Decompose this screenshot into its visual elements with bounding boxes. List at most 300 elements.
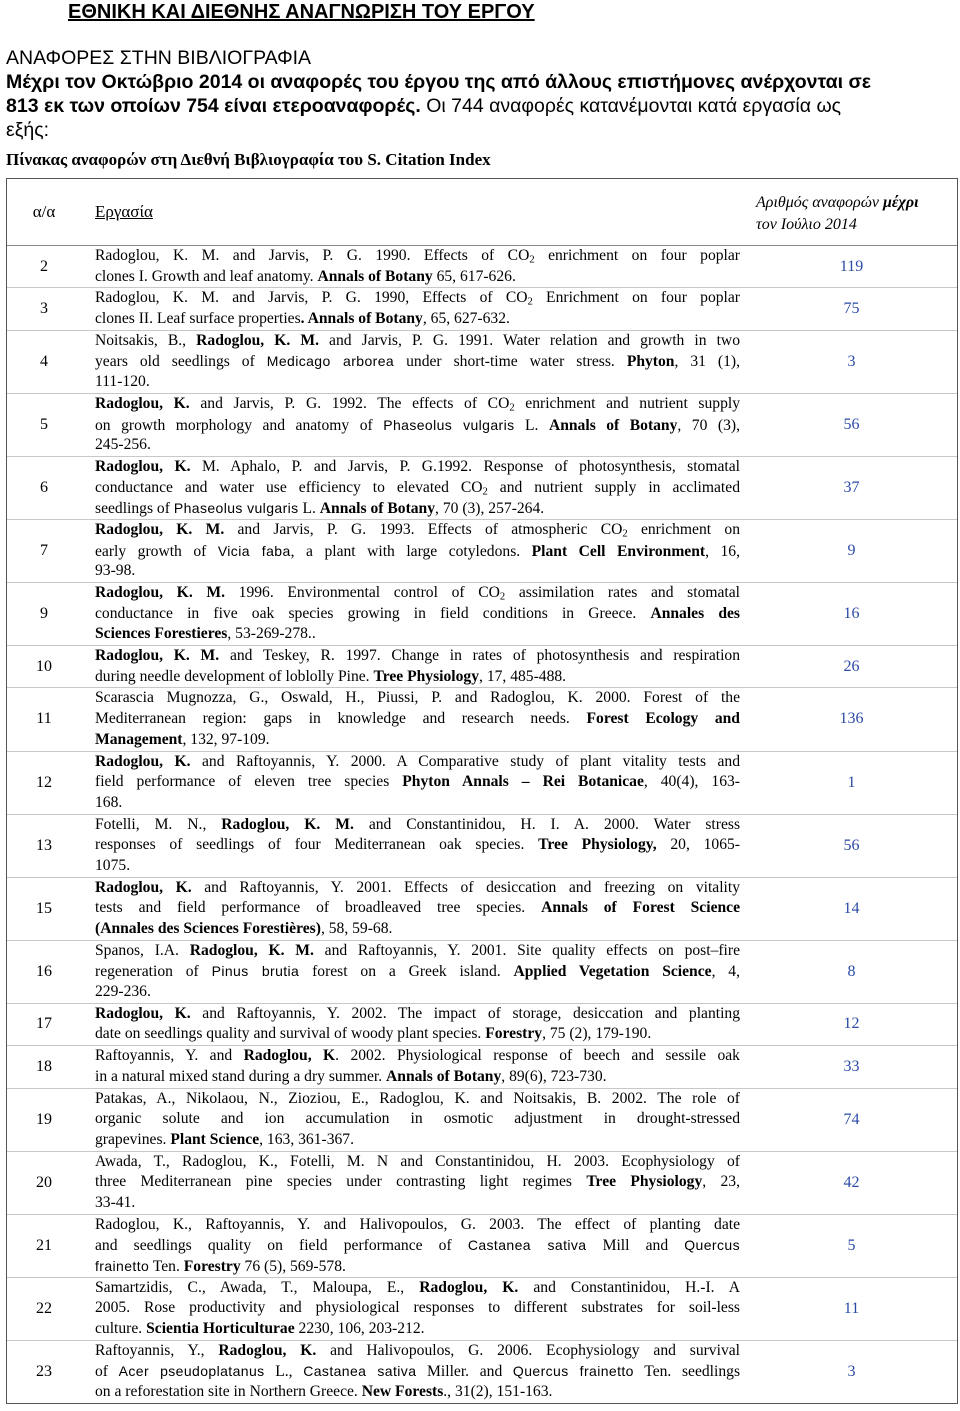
table-row xyxy=(7,246,957,288)
row-number: 16 xyxy=(36,962,52,980)
bold-text: Plant Science xyxy=(170,1130,260,1148)
text-segment: and Constantinidou, H. I. A. 2000. Water stress xyxy=(353,815,740,833)
reference-line xyxy=(95,793,740,814)
reference-line xyxy=(95,1004,740,1025)
intro-line: εξής: xyxy=(6,119,50,141)
reference-line xyxy=(95,1152,740,1173)
species-name: Phaseolus vulgaris xyxy=(173,500,299,517)
intro-line xyxy=(6,94,958,118)
text-segment: regeneration of xyxy=(95,963,212,981)
reference-line xyxy=(95,246,740,267)
text-segment: 111-120. xyxy=(95,373,150,391)
table-row xyxy=(7,520,957,583)
reference-line xyxy=(95,772,740,793)
reference-text xyxy=(81,288,746,329)
citation-count: 56 xyxy=(843,415,860,433)
text-segment: 2230, 106, 203-212. xyxy=(294,1320,425,1338)
header-number: α/α xyxy=(32,202,56,221)
text-segment: Scarascia Mugnozza, G., Oswald, H., Piussi, P. and Radoglou, K. 2000. Forest of the xyxy=(95,689,740,707)
table-row xyxy=(7,394,957,457)
reference-line xyxy=(95,520,740,541)
table-row xyxy=(7,331,957,394)
bold-text: Annals of Botany xyxy=(386,1067,502,1085)
bold-text: Annals of Botany xyxy=(548,416,678,434)
bold-text: New Forests xyxy=(361,1383,444,1401)
text-segment: L. xyxy=(514,416,549,434)
subscript: 2 xyxy=(622,528,628,540)
table-row xyxy=(7,941,957,1004)
subscript: 2 xyxy=(509,402,515,414)
text-segment: 1075. xyxy=(95,856,131,874)
bold-text: Radoglou, K. M. xyxy=(221,815,354,833)
reference-text xyxy=(81,878,746,940)
reference-line xyxy=(95,457,740,478)
intro-highlight: 813 εκ των οποίων 754 είναι ετεροαναφορές. xyxy=(6,95,421,117)
row-number: 23 xyxy=(36,1362,52,1380)
bold-text: Radoglou, K. xyxy=(95,752,191,770)
text-segment: in a natural mixed stand during a dry summer. xyxy=(95,1067,387,1085)
text-segment: and Jarvis, P. G. 1993. Effects of atmospheric CO xyxy=(224,520,623,538)
reference-line xyxy=(95,835,740,856)
row-number: 10 xyxy=(36,657,52,675)
text-segment: Fotelli, M. N., xyxy=(95,815,222,833)
reference-line xyxy=(95,1193,740,1214)
citation-count: 119 xyxy=(839,257,864,275)
bold-text: Radoglou, K. M. xyxy=(189,941,314,959)
text-segment: , 75 (2), 179-190. xyxy=(542,1025,652,1043)
row-number: 2 xyxy=(40,257,48,275)
reference-text xyxy=(81,941,746,1003)
reference-line xyxy=(95,941,740,962)
text-segment: and Raftoyannis, Y. 2001. Site quality effects on post–fire xyxy=(313,941,740,959)
reference-line xyxy=(95,267,740,288)
citation-count: 5 xyxy=(847,1236,856,1254)
row-number: 3 xyxy=(40,300,48,318)
citation-count: 26 xyxy=(843,657,860,675)
citation-count: 8 xyxy=(847,962,856,980)
table-row xyxy=(7,1089,957,1152)
text-segment: 65, 617-626. xyxy=(432,267,516,285)
table-row xyxy=(7,1278,957,1341)
table-row xyxy=(7,457,957,520)
reference-line xyxy=(95,982,740,1003)
citation-count: 14 xyxy=(843,899,860,917)
text-segment: Radoglou, K., Raftoyannis, Y. and Halivopoulos, G. 2003. The effect of planting date xyxy=(95,1215,740,1233)
text-segment: Noitsakis, B., xyxy=(95,331,197,349)
reference-line xyxy=(95,351,740,372)
reference-line xyxy=(95,309,740,330)
reference-line xyxy=(95,919,740,940)
table-row xyxy=(7,688,957,751)
text-segment: and Raftoyannis, Y. 2001. Effects of desiccation and freezing on vitality xyxy=(191,878,740,896)
reference-line xyxy=(95,961,740,982)
text-segment: conductance and water use efficiency to elevated CO xyxy=(95,478,483,496)
reference-text xyxy=(81,394,746,456)
text-segment: and nutrient supply in acclimated xyxy=(487,478,740,496)
text-segment: tests and field performance of broadleaved tree species. xyxy=(95,899,542,917)
reference-text xyxy=(81,1341,746,1403)
species-name: Castanea sativa xyxy=(303,1363,417,1380)
subscript: 2 xyxy=(527,297,533,309)
text-segment: during needle development of loblolly Pine. xyxy=(95,667,374,685)
species-name: Pinus brutia xyxy=(211,963,300,980)
reference-line xyxy=(95,646,740,667)
reference-text xyxy=(81,583,746,645)
bold-text: Radoglou, K xyxy=(243,1047,336,1065)
reference-line xyxy=(95,752,740,773)
reference-line xyxy=(95,688,740,709)
text-segment: enrichment on four poplar xyxy=(534,247,740,264)
text-segment: enrichment on xyxy=(627,520,740,538)
text-segment: , 58, 59-68. xyxy=(320,920,393,937)
table-row xyxy=(7,815,957,878)
table-header xyxy=(7,179,957,246)
reference-line xyxy=(95,667,740,688)
table-row xyxy=(7,1341,957,1403)
bold-text: Sciences Forestieres xyxy=(95,625,228,643)
text-segment: , 17, 485-488. xyxy=(479,667,567,685)
text-segment: and Teskey, R. 1997. Change in rates of photosynthesis and respiration xyxy=(219,647,740,665)
text-segment: and seedlings quality on field performance of xyxy=(95,1237,468,1255)
text-segment: seedlings of xyxy=(95,500,174,518)
text-segment: , 70 (3), 257-264. xyxy=(435,500,545,518)
reference-line xyxy=(95,709,740,730)
text-segment: Samartzidis, C., Awada, T., Maloupa, E., xyxy=(95,1278,420,1296)
bold-text: (Annales des Sciences Forestières) xyxy=(95,920,321,937)
text-segment: Raftoyannis, Y., xyxy=(95,1341,219,1359)
row-number: 5 xyxy=(40,415,48,433)
reference-text xyxy=(81,752,746,814)
text-segment: 33-41. xyxy=(95,1193,136,1211)
text-segment: . 2002. Physiological response of beech and sessile oak xyxy=(335,1047,740,1065)
table-row xyxy=(7,288,957,330)
intro-text: Οι 744 αναφορές κατανέμονται κατά εργασία ως xyxy=(420,95,842,117)
bold-text: Radoglou, K. xyxy=(419,1278,519,1296)
text-segment: ., 31(2), 151-163. xyxy=(443,1383,553,1401)
reference-line xyxy=(95,394,740,415)
header-count-emphasis: μέχρι xyxy=(882,194,919,211)
reference-text xyxy=(81,1004,746,1045)
header-count-period: τον Ιούλιο 2014 xyxy=(756,216,857,233)
section-heading: ΑΝΑΦΟΡΕΣ ΣΤΗΝ ΒΙΒΛΙΟΓΡΑΦΙΑ xyxy=(6,47,312,69)
species-name: Medicago arborea xyxy=(266,353,395,370)
bold-text: Management xyxy=(95,730,183,748)
text-segment: , 40(4), 163- xyxy=(643,773,740,791)
reference-line xyxy=(95,1215,740,1236)
reference-line xyxy=(95,1089,740,1110)
citation-count: 3 xyxy=(847,1362,856,1380)
bold-text: Radoglou, K. xyxy=(95,394,190,412)
citation-count: 56 xyxy=(843,836,860,854)
subscript: 2 xyxy=(499,591,506,603)
reference-line xyxy=(95,1130,740,1151)
text-segment: date on seedlings quality and survival of woody plant species. xyxy=(95,1025,486,1043)
reference-line xyxy=(95,1278,740,1299)
text-segment: , 4, xyxy=(711,963,740,981)
species-name: Vicia faba xyxy=(217,542,291,559)
bold-text: Forestry xyxy=(183,1258,241,1275)
reference-line xyxy=(95,1361,740,1382)
page-title: ΕΘΝΙΚΗ ΚΑΙ ΔΙΕΘΝΗΣ ΑΝΑΓΝΩΡΙΣΗ ΤΟΥ ΕΡΓΟΥ xyxy=(68,1,535,23)
text-segment: grapevines. xyxy=(95,1130,171,1148)
reference-line xyxy=(95,730,740,751)
text-segment: under short-time water stress. xyxy=(394,353,627,371)
citation-count: 16 xyxy=(843,605,860,623)
intro-line: Μέχρι τον Οκτώβριο 2014 οι αναφορές του έργου της από άλλους επιστήμονες ανέρχονται σε xyxy=(6,71,872,93)
row-number: 12 xyxy=(36,773,52,791)
text-segment: 168. xyxy=(95,793,123,811)
header-count xyxy=(746,179,957,245)
text-segment: assimilation rates and stomatal xyxy=(505,584,740,601)
text-segment: and Jarvis, P. G. 1992. The effects of CO xyxy=(189,394,510,412)
table-caption: Πίνακας αναφορών στη Διεθνή Βιβλιογραφία του S. Citation Index xyxy=(6,150,491,169)
reference-line xyxy=(95,372,740,393)
intro-block xyxy=(6,46,958,142)
bold-text: . Annals of Botany xyxy=(300,310,423,328)
reference-text xyxy=(81,1152,746,1214)
text-segment: L. xyxy=(298,500,320,518)
bold-text: Radoglou, K. M. xyxy=(95,584,225,601)
bold-text: Forest Ecology and xyxy=(586,710,740,728)
bold-text: Tree Physiology xyxy=(373,667,480,685)
text-segment: forest on a Greek island. xyxy=(299,963,514,981)
bold-text: Radoglou, K. M. xyxy=(196,331,319,349)
reference-line xyxy=(95,624,740,645)
table-row xyxy=(7,646,957,688)
text-segment: responses of seedlings of four Mediterranean oak species. xyxy=(95,836,539,854)
text-segment: conductance in five oak species growing in field conditions in Greece. xyxy=(95,604,651,622)
row-number: 7 xyxy=(40,541,48,559)
text-segment: Radoglou, K. M. and Jarvis, P. G. 1990. Effects of CO xyxy=(95,247,530,264)
bold-text: Phyton Annals – Rei Botanicae xyxy=(402,773,644,791)
text-segment: Radoglou, K. M. and Jarvis, P. G. 1990, Effects of CO xyxy=(95,289,528,307)
reference-line xyxy=(95,898,740,919)
text-segment: and Raftoyannis, Y. 2002. The impact of storage, desiccation and planting xyxy=(190,1004,740,1022)
text-segment: Patakas, A., Nikolaou, N., Zioziou, E., Radoglou, K. and Noitsakis, B. 2002. The role of xyxy=(95,1089,740,1107)
table-row xyxy=(7,752,957,815)
citation-count: 74 xyxy=(843,1110,860,1128)
table-row xyxy=(7,1152,957,1215)
text-segment: 229-236. xyxy=(95,983,151,1001)
species-name: Acer pseudoplatanus xyxy=(118,1363,265,1380)
reference-text xyxy=(81,815,746,877)
text-segment: field performance of eleven tree species xyxy=(95,773,403,791)
text-segment: on growth morphology and anatomy of xyxy=(95,416,384,434)
bold-text: Applied Vegetation Science xyxy=(513,963,712,981)
bold-text: Plant Cell Environment xyxy=(531,542,706,560)
reference-line xyxy=(95,478,740,499)
text-segment: and Constantinidou, H.-I. A xyxy=(518,1278,740,1296)
species-name: frainetto xyxy=(95,1258,150,1274)
table-row xyxy=(7,1046,957,1088)
reference-text xyxy=(81,331,746,393)
reference-line xyxy=(95,1024,740,1045)
species-name: Quercus frainetto xyxy=(512,1363,634,1380)
row-number: 13 xyxy=(36,836,52,854)
reference-text xyxy=(81,457,746,519)
reference-line xyxy=(95,1109,740,1130)
citation-count: 33 xyxy=(843,1057,860,1075)
citation-count: 1 xyxy=(847,773,856,791)
text-segment: L., xyxy=(264,1363,304,1381)
text-segment: , 23, xyxy=(702,1173,740,1191)
header-work xyxy=(81,179,746,245)
text-segment: three Mediterranean pine species under contrasting light regimes xyxy=(95,1173,587,1191)
reference-line xyxy=(95,1067,740,1088)
citation-count: 136 xyxy=(839,710,864,728)
citation-count: 11 xyxy=(843,1299,860,1317)
header-work-label: Εργασία xyxy=(95,201,153,221)
reference-line xyxy=(95,1256,740,1277)
row-number: 20 xyxy=(36,1173,52,1191)
citation-count: 12 xyxy=(843,1015,860,1033)
text-segment: Ten. xyxy=(149,1258,184,1275)
reference-line xyxy=(95,1341,740,1362)
text-segment: Awada, T., Radoglou, K., Fotelli, M. N and Constantinidou, H. 2003. Ecophysiology of xyxy=(95,1152,740,1170)
row-number: 9 xyxy=(40,605,48,623)
text-segment: M. Aphalo, P. and Jarvis, P. G.1992. Response of photosynthesis, stomatal xyxy=(190,457,740,475)
reference-line xyxy=(95,1319,740,1340)
citations-table xyxy=(6,178,958,1404)
reference-text xyxy=(81,1215,746,1277)
reference-line xyxy=(95,878,740,899)
row-number: 6 xyxy=(40,478,48,496)
text-segment: Spanos, I.A. xyxy=(95,941,190,959)
row-number: 17 xyxy=(36,1015,52,1033)
bold-text: Annales des xyxy=(650,604,740,622)
text-segment: years old seedlings of xyxy=(95,353,267,371)
reference-text xyxy=(81,246,746,287)
reference-line xyxy=(95,815,740,836)
bold-text: Radoglou, K. xyxy=(95,457,191,475)
row-number: 21 xyxy=(36,1236,52,1254)
reference-line xyxy=(95,583,740,604)
reference-line xyxy=(95,415,740,436)
text-segment: 76 (5), 569-578. xyxy=(240,1258,346,1275)
header-count-label: Αριθμός αναφορών xyxy=(756,194,883,211)
text-segment: , 163, 361-367. xyxy=(259,1130,354,1148)
reference-text xyxy=(81,1046,746,1087)
species-name: Castanea sativa xyxy=(467,1237,587,1254)
citation-count: 9 xyxy=(847,541,856,559)
text-segment: organic solute and ion accumulation in osmotic adjustment in drought-stressed xyxy=(95,1110,740,1128)
reference-text xyxy=(81,1278,746,1340)
reference-text xyxy=(81,646,746,687)
text-segment: Enrichment on four poplar xyxy=(532,289,740,307)
text-segment: , 53-269-278.. xyxy=(227,625,316,643)
text-segment: 1996. Environmental control of CO xyxy=(225,584,500,601)
text-segment: , 16, xyxy=(705,542,740,560)
subscript: 2 xyxy=(482,486,488,498)
reference-text xyxy=(81,520,746,582)
reference-line xyxy=(95,288,740,309)
text-segment: Mill and xyxy=(586,1237,685,1255)
citation-count: 42 xyxy=(843,1173,860,1191)
table-row xyxy=(7,878,957,941)
text-segment: and Halivopoulos, G. 2006. Ecophysiology and survival xyxy=(316,1341,740,1359)
subscript: 2 xyxy=(529,254,535,266)
reference-line xyxy=(95,604,740,625)
table-row xyxy=(7,583,957,646)
table-body xyxy=(7,246,957,1403)
reference-line xyxy=(95,561,740,582)
text-segment: and Raftoyannis, Y. 2000. A Comparative study of plant vitality tests and xyxy=(190,752,740,770)
reference-line xyxy=(95,856,740,877)
bold-text: Tree Physiology, xyxy=(538,836,657,854)
reference-text xyxy=(81,688,746,750)
row-number: 15 xyxy=(36,899,52,917)
text-segment: of xyxy=(95,1363,119,1381)
bold-text: Radoglou, K. xyxy=(95,1004,191,1022)
bold-text: Forestry xyxy=(485,1025,543,1043)
bold-text: Phyton xyxy=(626,353,675,371)
reference-line xyxy=(95,498,740,519)
bold-text: Radoglou, K. xyxy=(218,1341,317,1359)
bold-text: Radoglou, K. M. xyxy=(95,647,220,665)
bold-text: Scientia Horticulturae xyxy=(146,1320,295,1338)
row-number: 18 xyxy=(36,1057,52,1075)
text-segment: 245-256. xyxy=(95,436,151,454)
table-row xyxy=(7,1215,957,1278)
reference-line xyxy=(95,1046,740,1067)
text-segment: Raftoyannis, Y. and xyxy=(95,1047,244,1065)
row-number: 19 xyxy=(36,1110,52,1128)
row-number: 22 xyxy=(36,1299,52,1317)
reference-text xyxy=(81,1089,746,1151)
species-name: Quercus xyxy=(684,1237,740,1254)
text-segment: , 132, 97-109. xyxy=(182,730,270,748)
reference-line xyxy=(95,1382,740,1403)
text-segment: , 31 (1), xyxy=(674,353,740,371)
bold-text: Tree Physiology xyxy=(586,1173,703,1191)
citation-count: 3 xyxy=(847,352,856,370)
bold-text: Annals of Botany xyxy=(317,267,433,285)
text-segment: culture. xyxy=(95,1320,147,1338)
text-segment: 93-98. xyxy=(95,562,136,580)
text-segment: clones I. Growth and leaf anatomy. xyxy=(95,267,318,285)
text-segment: early growth of xyxy=(95,542,218,560)
bold-text: Radoglou, K. M. xyxy=(95,520,225,538)
row-number: 11 xyxy=(36,710,52,728)
text-segment: , 70 (3), xyxy=(677,416,740,434)
species-name: Phaseolus vulgaris xyxy=(383,416,515,433)
reference-line xyxy=(95,1172,740,1193)
text-segment: Miller. and xyxy=(416,1363,513,1381)
text-segment: and Jarvis, P. G. 1991. Water relation and growth in two xyxy=(318,331,740,349)
reference-line xyxy=(95,331,740,352)
text-segment: Ten. seedlings xyxy=(633,1363,740,1381)
table-row xyxy=(7,1004,957,1046)
text-segment: , a plant with large cotyledons. xyxy=(290,542,532,560)
reference-line xyxy=(95,1298,740,1319)
bold-text: Annals of Forest Science xyxy=(541,899,740,917)
text-segment: enrichment and nutrient supply xyxy=(514,394,740,412)
row-number: 4 xyxy=(40,352,48,370)
text-segment: , 89(6), 723-730. xyxy=(501,1067,607,1085)
reference-line xyxy=(95,1235,740,1256)
text-segment: Mediterranean region: gaps in knowledge and research needs. xyxy=(95,710,587,728)
bold-text: Annals of Botany xyxy=(319,500,436,518)
citation-count: 37 xyxy=(843,478,860,496)
text-segment: clones II. Leaf surface properties xyxy=(95,310,301,328)
text-segment: 20, 1065- xyxy=(656,836,740,854)
text-segment: , 65, 627-632. xyxy=(422,310,510,328)
citation-count: 75 xyxy=(843,300,860,318)
bold-text: Radoglou, K. xyxy=(95,878,192,896)
text-segment: 2005. Rose productivity and physiological responses to different substrates for soil-less xyxy=(95,1299,740,1317)
reference-line xyxy=(95,541,740,562)
text-segment: on a reforestation site in Northern Greece. xyxy=(95,1383,362,1401)
